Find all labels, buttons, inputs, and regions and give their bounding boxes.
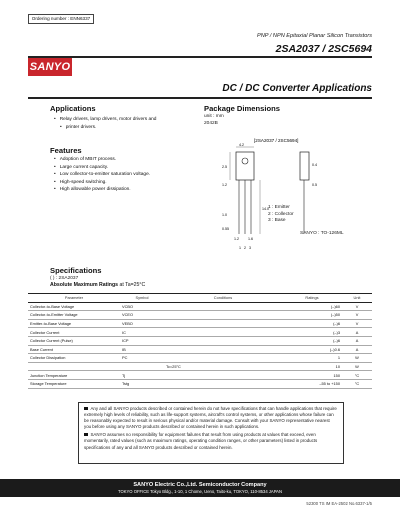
table-cell: –55 to +150 (282, 379, 342, 388)
table-row (28, 379, 372, 388)
pin-base: 3 : Base (268, 218, 286, 224)
features-list (54, 156, 150, 194)
table-cell: (–)6 (282, 319, 342, 328)
table-cell: °C (342, 371, 372, 380)
package-code: 2042B (204, 121, 218, 126)
table-cell: IC (120, 328, 164, 337)
table-cell: Tj (120, 371, 164, 380)
table-cell: (–)50 (282, 311, 342, 320)
table-cell: Junction Temperature (28, 371, 120, 380)
pin-list (268, 205, 294, 225)
transistor-type: PNP / NPN Epitaxial Planar Silicon Transistors (256, 33, 372, 39)
package-label: [2SA2037 / 2SC5694] (254, 138, 299, 143)
ordering-number: Ordering number : ENN6337 (28, 14, 94, 24)
table-cell: (–)0.6 (282, 345, 342, 354)
disclaimer-text: SANYO assumes no responsibility for equipment failures that result from using products at values that exceed, even momentarily, rated values (such as maximum ratings, operating condition ranges, or other parameters) listed in products specifications of any and all SANYO products described or contained herein. (84, 432, 318, 450)
ratings-condition: at Ta=25°C (119, 282, 146, 288)
table-cell (164, 371, 282, 380)
package-caption: SANYO : TO-126ML (300, 231, 344, 236)
part-number: 2SA2037 / 2SC5694 (275, 43, 372, 55)
table-cell: Collector-to-Emitter Voltage (28, 311, 120, 320)
table-cell: 150 (282, 371, 342, 380)
table-row (28, 311, 372, 320)
table-cell (164, 311, 282, 320)
dim-label: 0.5 (312, 183, 317, 187)
column-header: Conditions (164, 294, 282, 303)
dim-label: 1.6 (248, 237, 253, 241)
square-bullet-icon (84, 433, 88, 437)
pin-number: 2 (244, 246, 246, 250)
table-cell: Tstg (120, 379, 164, 388)
table-cell: 10 (282, 362, 342, 371)
header-rule (28, 56, 372, 58)
dim-label: 4.2 (239, 143, 244, 147)
list-item: • printer drivers. (54, 124, 156, 132)
table-cell: V (342, 319, 372, 328)
table-cell: A (342, 328, 372, 337)
dim-label: 2.5 (222, 165, 227, 169)
table-cell: VCEO (120, 311, 164, 320)
applications-list (54, 116, 156, 131)
column-header: Unit (342, 294, 372, 303)
specifications-note: ( ) : 2SA2037 (50, 276, 79, 281)
table-cell (120, 362, 164, 371)
package-heading: Package Dimensions (204, 104, 280, 113)
list-item: • Low collector-to-emitter saturation voltage. (54, 171, 150, 179)
table-cell: Collector Dissipation (28, 354, 120, 363)
disclaimer-box (78, 402, 344, 464)
list-item: • High allowable power dissipation. (54, 186, 150, 194)
column-header: Ratings (282, 294, 342, 303)
document-number: 52300 TS IM EA-2502 No.6337-1/5 (306, 501, 372, 506)
table-cell: °C (342, 379, 372, 388)
table-row (28, 319, 372, 328)
table-row (28, 345, 372, 354)
document-title: DC / DC Converter Applications (222, 83, 372, 94)
applications-heading: Applications (50, 104, 96, 113)
table-cell: Tc=25°C (164, 362, 282, 371)
package-unit: unit : mm (204, 114, 224, 119)
pin-collector: 2 : Collector (268, 211, 294, 217)
table-cell: V (342, 311, 372, 320)
table-cell (164, 302, 282, 311)
table-cell (164, 319, 282, 328)
dim-label: 1.2 (234, 237, 239, 241)
disclaimer-paragraph (84, 406, 338, 430)
list-item: • Adoption of MBIT process. (54, 156, 150, 164)
table-row (28, 328, 372, 337)
dim-label: 1.0 (222, 213, 227, 217)
pin-emitter: 1 : Emitter (268, 205, 290, 210)
table-row (28, 362, 372, 371)
table-cell (164, 354, 282, 363)
table-cell (164, 345, 282, 354)
table-cell (164, 336, 282, 345)
pin-number: 1 (239, 246, 241, 250)
table-cell: W (342, 362, 372, 371)
table-cell: A (342, 345, 372, 354)
table-cell: Emitter-to-Base Voltage (28, 319, 120, 328)
package-drawing (222, 136, 372, 264)
features-heading: Features (50, 146, 82, 155)
table-cell: A (342, 336, 372, 345)
dim-label: 1.2 (222, 183, 227, 187)
pin-number: 3 (249, 246, 251, 250)
table-cell: (–)3 (282, 328, 342, 337)
disclaimer-paragraph (84, 432, 338, 450)
table-cell: IB (120, 345, 164, 354)
table-cell: Collector Current (28, 328, 120, 337)
ratings-table (28, 293, 372, 389)
table-cell: Collector-to-Base Voltage (28, 302, 120, 311)
table-cell: PC (120, 354, 164, 363)
footer-address: TOKYO OFFICE Tokyo Bldg., 1-10, 1 Chome, Ueno, Taito-ku, TOKYO, 110-8534 JAPAN (117, 489, 282, 494)
table-row (28, 336, 372, 345)
disclaimer-text: Any and all SANYO products described or contained herein do not have specifications that can handle applications that require extremely high levels of reliability, such as life-support systems, aircraft's control systems, or other applications whose failure can be reasonably expected to result in serious physical and/or material damage. Consult with your SANYO representative nearest you before using any SANYO products described or contained herein in such applications. (84, 406, 337, 430)
table-header-row (28, 294, 372, 303)
table-row (28, 354, 372, 363)
specifications-heading: Specifications (50, 266, 102, 275)
table-cell: Storage Temperature (28, 379, 120, 388)
table-cell (164, 328, 282, 337)
dim-label: 0.4 (312, 163, 317, 167)
column-header: Parameter (28, 294, 120, 303)
table-cell: (–)6 (282, 336, 342, 345)
ratings-title: Absolute Maximum Ratings (50, 282, 119, 288)
table-cell: VEBO (120, 319, 164, 328)
column-header: Symbol (120, 294, 164, 303)
sanyo-logo: SANYO (28, 58, 72, 76)
list-item: • Relay drivers, lamp drivers, motor drivers and (54, 116, 156, 124)
table-cell (164, 379, 282, 388)
footer-company: SANYO Electric Co.,Ltd. Semiconductor Company (133, 482, 267, 488)
table-cell: ICP (120, 336, 164, 345)
table-cell: 1 (282, 354, 342, 363)
ratings-heading (50, 282, 145, 288)
table-row (28, 371, 372, 380)
table-row (28, 302, 372, 311)
table-cell: V (342, 302, 372, 311)
footer-bar (0, 479, 400, 497)
table-cell: Base Current (28, 345, 120, 354)
table-cell: (–)60 (282, 302, 342, 311)
table-cell (28, 362, 120, 371)
square-bullet-icon (84, 407, 88, 411)
list-item: • Large current capacity. (54, 164, 150, 172)
table-cell: Collector Current (Pulse) (28, 336, 120, 345)
table-cell: W (342, 354, 372, 363)
dim-label: 0.55 (222, 227, 229, 231)
dim-label: 14.0 (262, 207, 269, 211)
list-item: • High-speed switching. (54, 179, 150, 187)
table-cell: VCBO (120, 302, 164, 311)
title-rule (28, 97, 372, 99)
